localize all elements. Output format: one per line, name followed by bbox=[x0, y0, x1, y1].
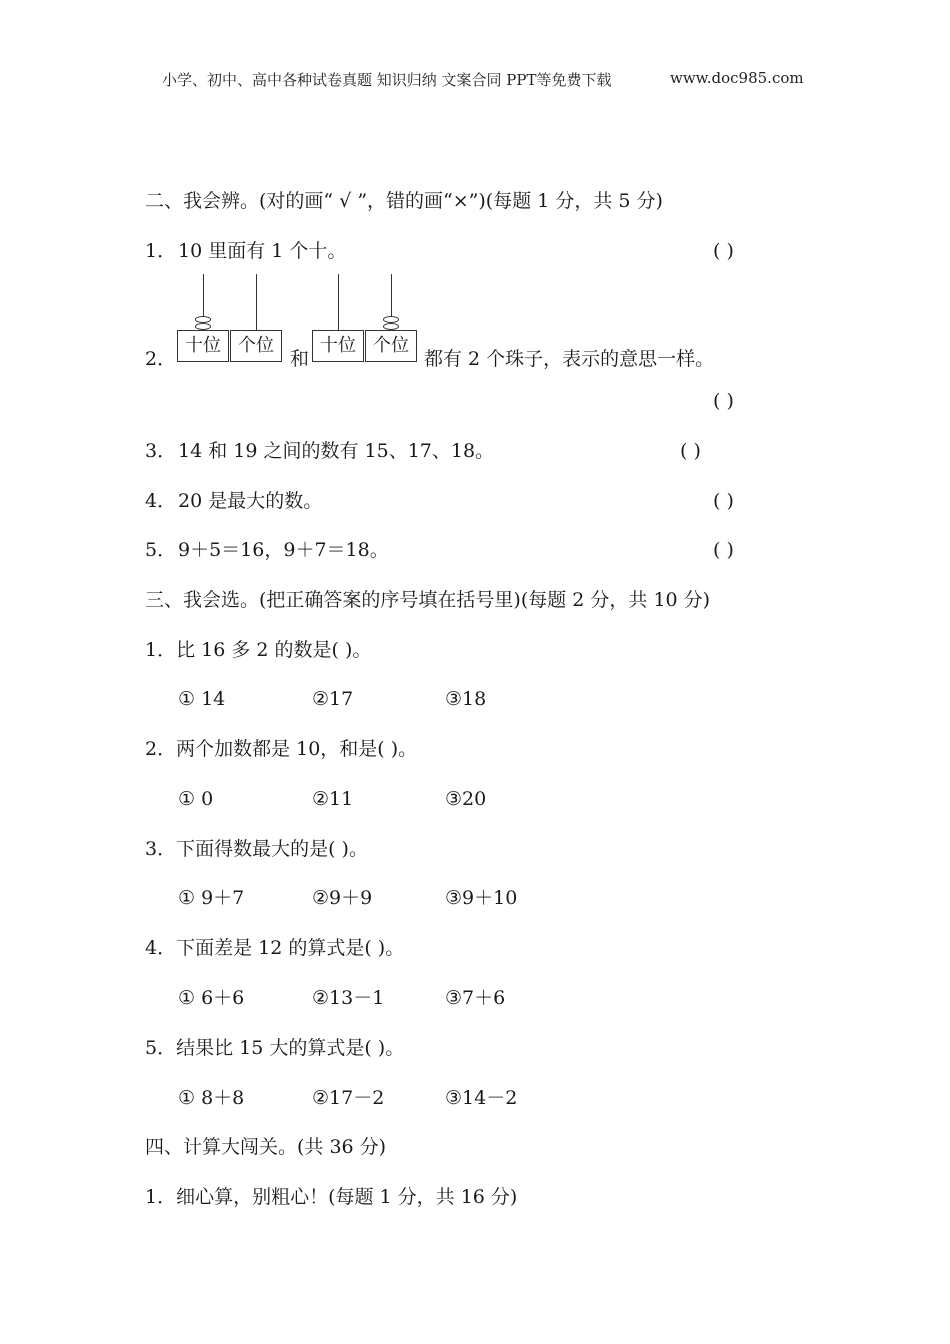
s2-q2-joiner: 和 bbox=[290, 348, 310, 370]
s3-q4-option-3[interactable]: ③7＋6 bbox=[445, 987, 506, 1009]
abacus-bead bbox=[383, 323, 399, 330]
abacus-rod-ones bbox=[256, 274, 257, 330]
s2-q4-text: 20 是最大的数。 bbox=[178, 490, 323, 512]
section3-title: 三、我会选。(把正确答案的序号填在括号里)(每题 2 分，共 10 分) bbox=[145, 589, 711, 611]
abacus-label-tens: 十位 bbox=[177, 330, 229, 362]
abacus-bead bbox=[195, 323, 211, 330]
abacus-picture-a bbox=[177, 272, 283, 364]
s2-q5-answer-paren[interactable]: ( ) bbox=[713, 539, 734, 561]
s3-q3-option-1[interactable]: ① 9＋7 bbox=[178, 887, 245, 909]
s2-q2-answer-paren[interactable]: ( ) bbox=[713, 390, 734, 412]
s3-q5-option-3[interactable]: ③14－2 bbox=[445, 1087, 518, 1109]
section4-title: 四、计算大闯关。(共 36 分) bbox=[145, 1136, 387, 1158]
s3-q3-stem: 3．下面得数最大的是( )。 bbox=[145, 838, 368, 860]
s2-q1-text: 10 里面有 1 个十。 bbox=[178, 240, 347, 262]
s3-q2-stem: 2．两个加数都是 10，和是( )。 bbox=[145, 738, 418, 760]
s2-q3-answer-paren[interactable]: ( ) bbox=[680, 440, 701, 462]
s3-q4-option-1[interactable]: ① 6＋6 bbox=[178, 987, 245, 1009]
s3-q1-stem: 1．比 16 多 2 的数是( )。 bbox=[145, 639, 372, 661]
abacus-rod-tens bbox=[338, 274, 339, 330]
s3-q4-stem: 4．下面差是 12 的算式是( )。 bbox=[145, 937, 405, 959]
s2-q1-number: 1． bbox=[145, 240, 177, 262]
s2-q3-number: 3． bbox=[145, 440, 177, 462]
abacus-label-ones: 个位 bbox=[230, 330, 282, 362]
s3-q1-option-3[interactable]: ③18 bbox=[445, 688, 487, 710]
s3-q5-stem: 5．结果比 15 大的算式是( )。 bbox=[145, 1037, 405, 1059]
page-header-right: www.doc985.com bbox=[670, 69, 804, 87]
s2-q5-number: 5． bbox=[145, 539, 177, 561]
s2-q2-number: 2． bbox=[145, 348, 177, 370]
s3-q4-option-2[interactable]: ②13－1 bbox=[312, 987, 385, 1009]
s3-q1-option-1[interactable]: ① 14 bbox=[178, 688, 226, 710]
s2-q3-text: 14 和 19 之间的数有 15、17、18。 bbox=[178, 440, 495, 462]
s3-q3-option-2[interactable]: ②9＋9 bbox=[312, 887, 373, 909]
section2-title: 二、我会辨。(对的画“ √ ”，错的画“×”)(每题 1 分，共 5 分) bbox=[145, 190, 663, 212]
abacus-bead bbox=[383, 316, 399, 323]
s3-q2-option-3[interactable]: ③20 bbox=[445, 788, 487, 810]
abacus-picture-b bbox=[312, 272, 418, 364]
s2-q2-text: 都有 2 个珠子，表示的意思一样。 bbox=[424, 348, 715, 370]
s4-subsection-1: 1．细心算，别粗心！(每题 1 分，共 16 分) bbox=[145, 1186, 518, 1208]
page-header-left: 小学、初中、高中各种试卷真题 知识归纳 文案合同 PPT等免费下载 bbox=[162, 71, 612, 89]
s2-q4-answer-paren[interactable]: ( ) bbox=[713, 490, 734, 512]
s3-q5-option-2[interactable]: ②17－2 bbox=[312, 1087, 385, 1109]
abacus-bead bbox=[195, 316, 211, 323]
s2-q4-number: 4． bbox=[145, 490, 177, 512]
abacus-label-ones: 个位 bbox=[365, 330, 417, 362]
abacus-label-tens: 十位 bbox=[312, 330, 364, 362]
s2-q5-text: 9＋5＝16，9＋7＝18。 bbox=[178, 539, 389, 561]
s3-q1-option-2[interactable]: ②17 bbox=[312, 688, 354, 710]
s2-q1-answer-paren[interactable]: ( ) bbox=[713, 240, 734, 262]
s3-q5-option-1[interactable]: ① 8＋8 bbox=[178, 1087, 245, 1109]
s3-q2-option-2[interactable]: ②11 bbox=[312, 788, 354, 810]
s3-q3-option-3[interactable]: ③9＋10 bbox=[445, 887, 518, 909]
s3-q2-option-1[interactable]: ① 0 bbox=[178, 788, 214, 810]
